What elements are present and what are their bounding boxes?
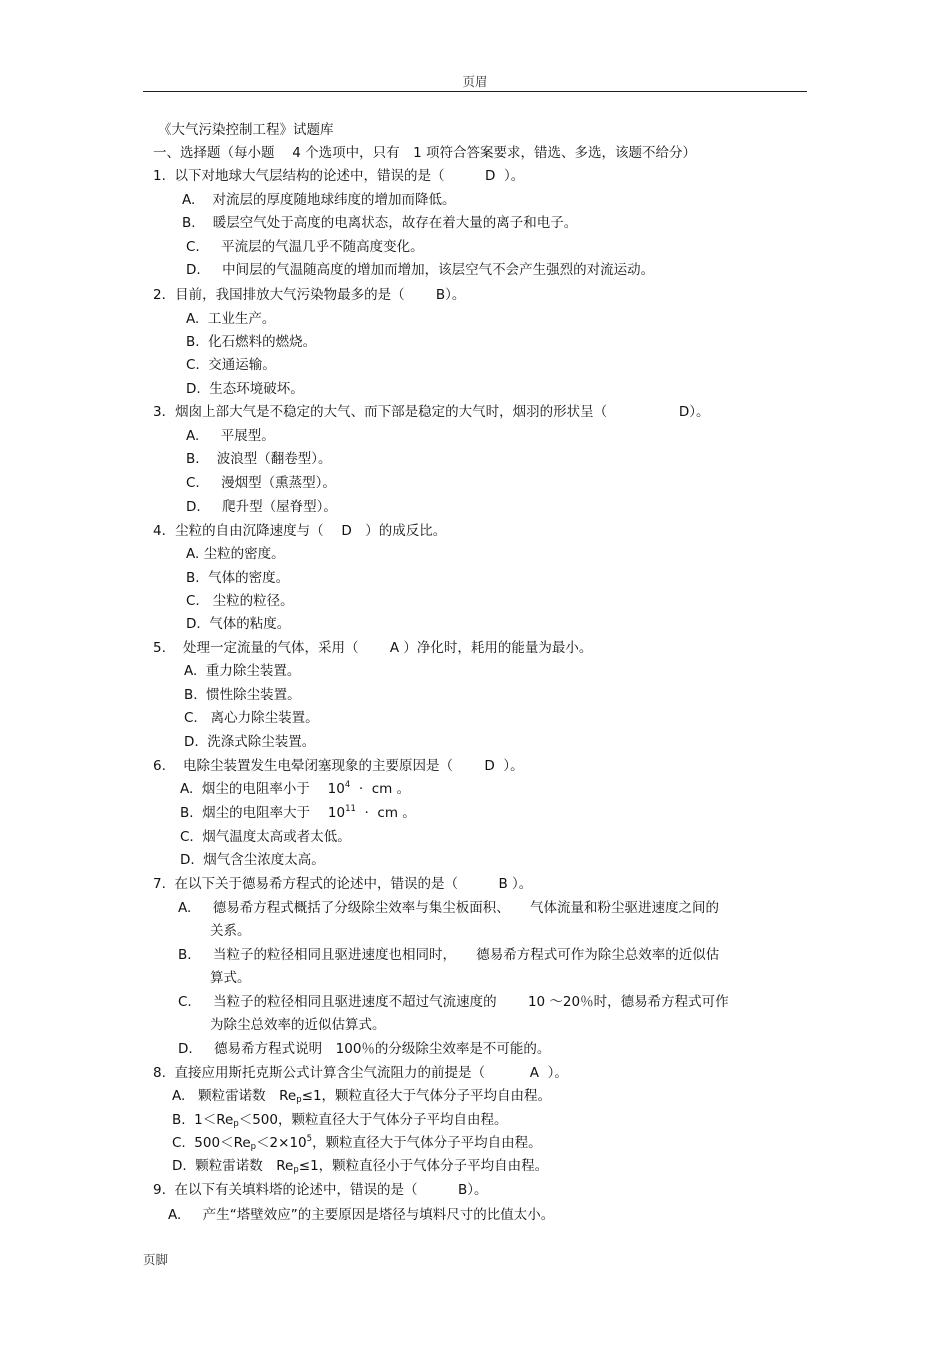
question-6-option-a xyxy=(180,780,410,798)
question-9-option-a: A. 产生“塔壁效应”的主要原因是塔径与填料尺寸的比值太小。 xyxy=(168,1207,555,1223)
option-d-text: D. 颗粒雷诺数 Re xyxy=(172,1158,294,1174)
question-8-option-d xyxy=(172,1157,548,1175)
question-4-option-d: D. 气体的粘度。 xyxy=(186,616,291,632)
subscript: p xyxy=(296,1095,302,1105)
exponent: 5 xyxy=(306,1134,313,1144)
question-4-stem: 4．尘粒的自由沉降速度与（ D ）的成反比。 xyxy=(153,523,447,539)
exponent: 4 xyxy=(344,780,351,790)
option-a-text: A. 颗粒雷诺数 Re xyxy=(172,1088,297,1104)
question-5-option-c: C. 离心力除尘装置。 xyxy=(184,710,319,726)
header-divider xyxy=(143,91,807,92)
option-b-rest: ＜500，颗粒直径大于气体分子平均自由程。 xyxy=(238,1112,508,1128)
option-c-text: C. 500＜Re xyxy=(172,1135,251,1151)
question-6-stem: 6. 电除尘装置发生电晕闭塞现象的主要原因是（ D ）。 xyxy=(153,758,524,774)
option-b-text: B. 烟尘的电阻率大于 10 xyxy=(180,805,346,821)
subscript: p xyxy=(250,1142,257,1152)
question-4-option-c: C. 尘粒的粒径。 xyxy=(186,593,294,609)
question-7-option-c-line1: C. 当粒子的粒径相同且驱进速度不超过气流速度的 10 ～20％时，德易希方程式可作 xyxy=(178,994,729,1010)
question-5-option-d: D. 洗涤式除尘装置。 xyxy=(184,734,316,750)
question-3-option-a: A. 平展型。 xyxy=(186,428,275,444)
page-footer: 页脚 xyxy=(143,1252,169,1267)
question-5-option-a: A. 重力除尘装置。 xyxy=(184,663,301,679)
subscript: p xyxy=(233,1119,239,1129)
question-6-option-c: C. 烟气温度太高或者太低。 xyxy=(180,829,351,845)
question-6-option-b xyxy=(180,804,416,822)
section-heading: 一、选择题（每小题 4 个选项中，只有 1 项符合答案要求，错选、多选，该题不给分） xyxy=(153,145,697,161)
question-5-stem: 5. 处理一定流量的气体，采用（ A ）净化时，耗用的能量为最小。 xyxy=(153,640,593,656)
question-5-option-b: B. 惯性除尘装置。 xyxy=(184,687,301,703)
question-3-option-d: D. 爬升型（屋脊型）。 xyxy=(186,499,337,515)
page-header: 页眉 xyxy=(462,74,488,89)
question-7-option-a-line2: 关系。 xyxy=(210,923,251,939)
question-8-option-c xyxy=(172,1134,542,1152)
question-7-option-c-line2: 为除尘总效率的近似估算式。 xyxy=(210,1017,386,1033)
document-title: 《大气污染控制工程》试题库 xyxy=(158,122,334,138)
exponent: 11 xyxy=(345,804,356,814)
question-2-option-d: D. 生态环境破坏。 xyxy=(186,381,304,397)
question-3-option-c: C. 漫烟型（熏蒸型）。 xyxy=(186,475,336,491)
question-7-option-d: D. 德易希方程式说明 100％的分级除尘效率是不可能的。 xyxy=(178,1041,551,1057)
question-7-option-a-line1: A. 德易希方程式概括了分级除尘效率与集尘板面积、 气体流量和粉尘驱进速度之间的 xyxy=(178,900,719,916)
question-3-stem: 3．烟囱上部大气是不稳定的大气、而下部是稳定的大气时，烟羽的形状呈（ D）。 xyxy=(153,404,710,420)
option-a-unit: · cm 。 xyxy=(350,781,411,797)
option-c-mid: ＜2×10 xyxy=(256,1135,307,1151)
question-1-option-b: B. 暖层空气处于高度的电离状态，故存在着大量的离子和电子。 xyxy=(182,215,578,231)
question-3-option-b: B. 波浪型（翻卷型）。 xyxy=(186,451,332,467)
question-8-stem: 8. 直接应用斯托克斯公式计算含尘气流阻力的前提是（ A ）。 xyxy=(153,1065,568,1081)
question-7-stem: 7. 在以下关于德易希方程式的论述中，错误的是（ B ）。 xyxy=(153,876,533,892)
subscript: p xyxy=(293,1165,299,1175)
question-8-option-b xyxy=(172,1111,508,1129)
option-a-text: A. 烟尘的电阻率小于 10 xyxy=(180,781,345,797)
question-7-option-b-line2: 算式。 xyxy=(210,970,251,986)
option-b-text: B. 1＜Re xyxy=(172,1112,234,1128)
question-4-option-a: A. 尘粒的密度。 xyxy=(186,546,285,562)
question-1-option-c: C. 平流层的气温几乎不随高度变化。 xyxy=(186,239,424,255)
question-2-option-a: A. 工业生产。 xyxy=(186,311,276,327)
question-1-option-a: A. 对流层的厚度随地球纬度的增加而降低。 xyxy=(182,192,456,208)
option-a-rest: ≤1，颗粒直径大于气体分子平均自由程。 xyxy=(301,1088,552,1104)
question-1-stem: 1. 以下对地球大气层结构的论述中，错误的是（ D ）。 xyxy=(153,168,525,184)
question-7-option-b-line1: B. 当粒子的粒径相同且驱进速度也相同时， 德易希方程式可作为除尘总效率的近似估 xyxy=(178,947,720,963)
option-b-unit: · cm 。 xyxy=(355,805,416,821)
option-c-rest: ，颗粒直径大于气体分子平均自由程。 xyxy=(312,1135,542,1151)
option-d-rest: ≤1，颗粒直径小于气体分子平均自由程。 xyxy=(298,1158,549,1174)
question-8-option-a xyxy=(172,1087,551,1105)
question-6-option-d: D. 烟气含尘浓度太高。 xyxy=(180,852,325,868)
question-2-option-c: C. 交通运输。 xyxy=(186,357,276,373)
question-9-stem: 9. 在以下有关填料塔的论述中，错误的是（ B）。 xyxy=(153,1182,488,1198)
question-2-stem: 2．目前，我国排放大气污染物最多的是（ B）。 xyxy=(153,287,466,303)
question-4-option-b: B. 气体的密度。 xyxy=(186,570,290,586)
question-1-option-d: D. 中间层的气温随高度的增加而增加，该层空气不会产生强烈的对流运动。 xyxy=(186,262,655,278)
question-2-option-b: B. 化石燃料的燃烧。 xyxy=(186,334,317,350)
